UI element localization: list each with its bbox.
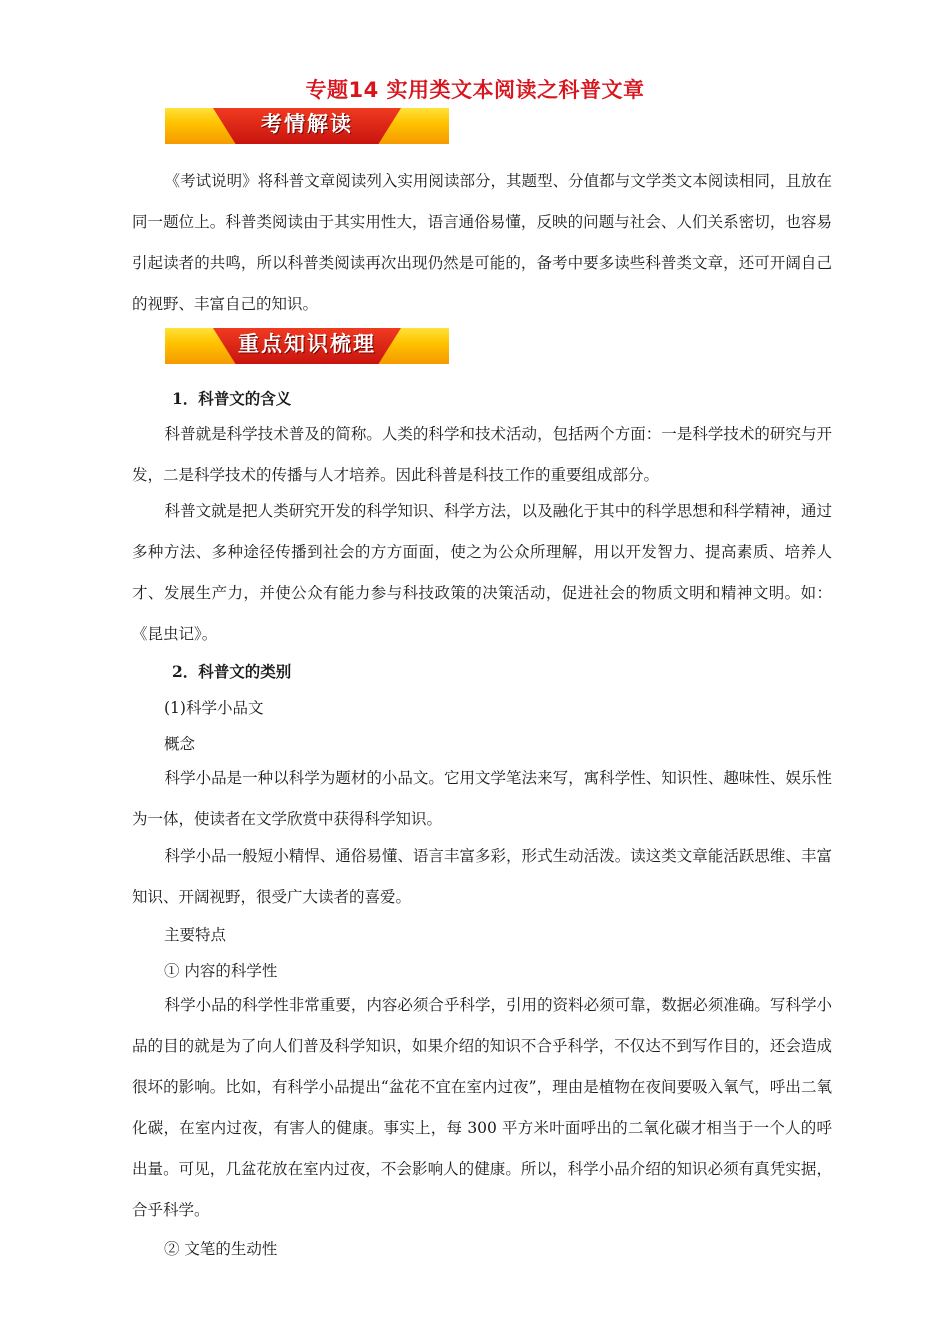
section-heading-1: 1．科普文的含义: [172, 389, 292, 408]
paragraph-kepu-definition: 科普就是科学技术普及的简称。人类的科学和技术活动，包括两个方面：一是科学技术的研究与开发，二是科学技术的传播与人才培养。因此科普是科技工作的重要组成部分。: [132, 425, 832, 484]
section-heading-2: 2．科普文的类别: [172, 662, 292, 681]
paragraph-scientific: 科学小品的科学性非常重要，内容必须合乎科学，引用的资料必须可靠，数据必须准确。写科学小品的目的就是为了向人们普及科学知识，如果介绍的知识不合乎科学，不仅达不到写作目的，还会造成很坏的影响。比如，有科学小品提出“盆花不宜在室内过夜”，理由是植物在夜间要吸入氧气，呼出二氧化碳，在室内过夜，有害人的健康。事实上，每 300 平方米叶面呼出的二氧化碳才相当于一个人的呼出量。可见，几盆花放在室内过夜，不会影响人的健康。所以，科学小品介绍的知识必须有真凭实据，合乎科学。: [132, 996, 832, 1219]
banner-kaoqing-jiedu: [165, 108, 449, 144]
banner-label: 考情解读: [261, 112, 353, 136]
label-concept: 概念: [164, 735, 196, 753]
banner-label: 重点知识梳理: [238, 332, 376, 356]
label-main-features: 主要特点: [164, 926, 227, 944]
intro-paragraph: 《考试说明》将科普文章阅读列入实用阅读部分，其题型、分值都与文学类文本阅读相同，且放在同一题位上。科普类阅读由于其实用性大，语言通俗易懂，反映的问题与社会、人们关系密切，也容易引起读者的共鸣，所以科普类阅读再次出现仍然是可能的，备考中要多读些科普类文章，还可开阔自己的视野、丰富自己的知识。: [132, 172, 832, 313]
banner-zhongdian-zhishi: [165, 328, 449, 364]
paragraph-concept-2: 科学小品一般短小精悍、通俗易懂、语言丰富多彩，形式生动活泼。读这类文章能活跃思维、丰富知识、开阔视野，很受广大读者的喜爱。: [132, 847, 832, 906]
feature-vivid-writing: ② 文笔的生动性: [164, 1240, 278, 1258]
page-title: 专题14 实用类文本阅读之科普文章: [305, 78, 645, 102]
subheading-kexue-xiaopin: (1)科学小品文: [164, 699, 264, 717]
paragraph-kepuwen-definition: 科普文就是把人类研究开发的科学知识、科学方法，以及融化于其中的科学思想和科学精神，通过多种方法、多种途径传播到社会的方方面面，使之为公众所理解，用以开发智力、提高素质、培养人才、发展生产力，并使公众有能力参与科技政策的决策活动，促进社会的物质文明和精神文明。如：《昆虫记》。: [132, 502, 832, 643]
paragraph-concept-1: 科学小品是一种以科学为题材的小品文。它用文学笔法来写，寓科学性、知识性、趣味性、娱乐性为一体，使读者在文学欣赏中获得科学知识。: [132, 769, 832, 828]
feature-scientific: ① 内容的科学性: [164, 962, 278, 980]
